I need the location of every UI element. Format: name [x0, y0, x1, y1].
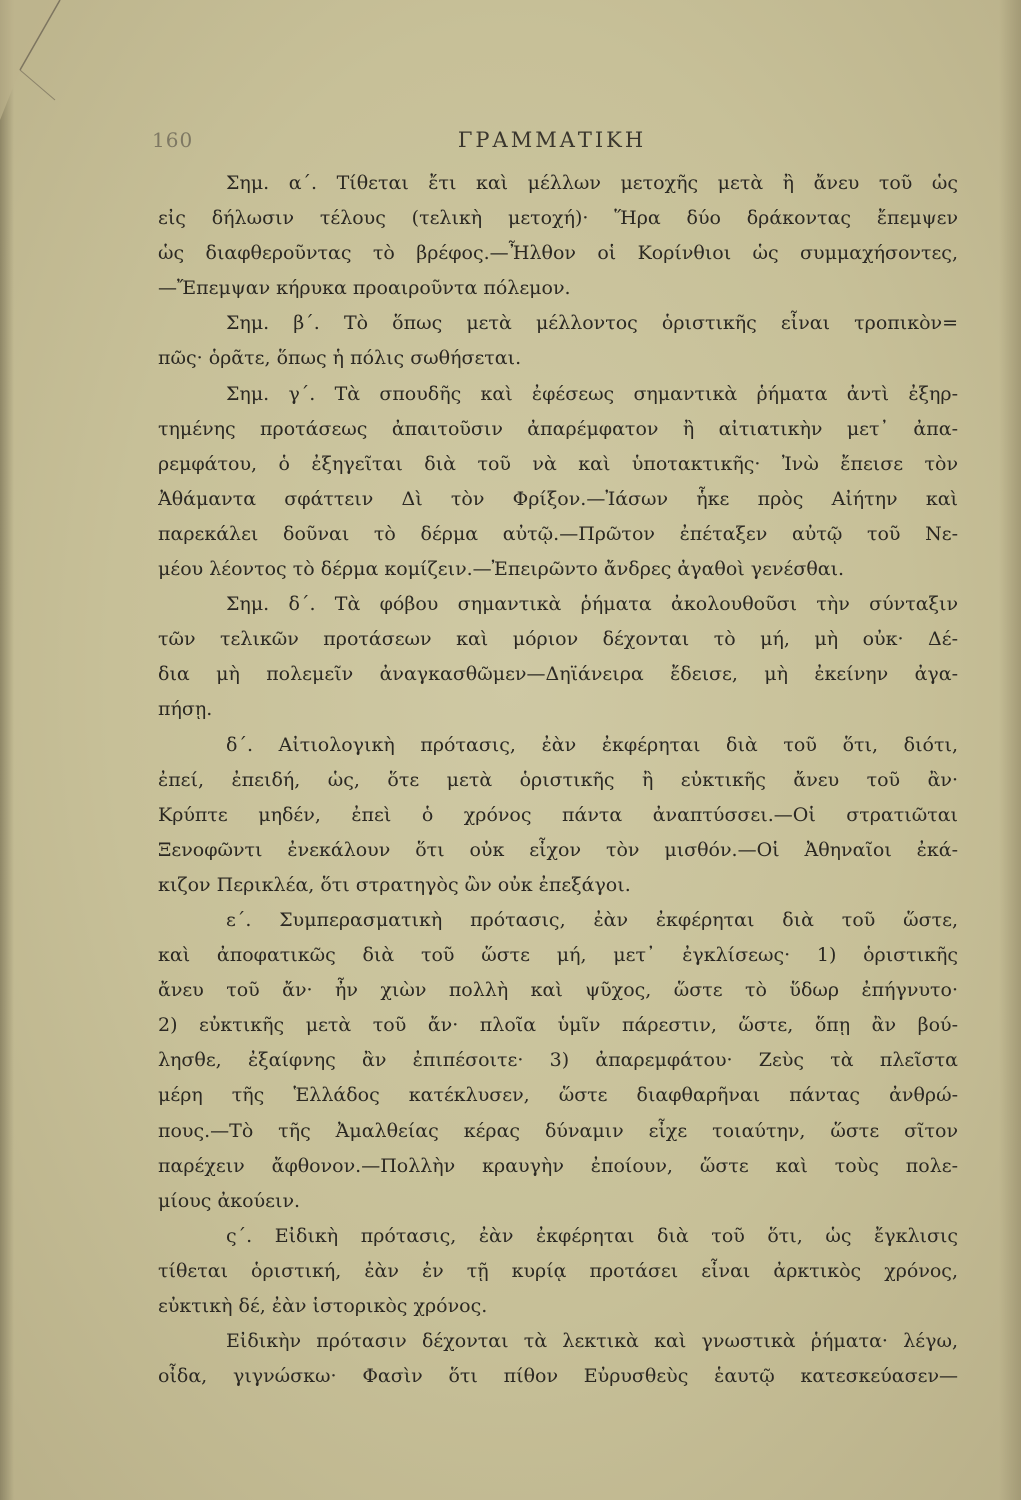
text-line: λησθε, ἐξαίφνης ἂν ἐπιπέσοιτε· 3) ἀπαρεμφάτου· Ζεὺς τὰ πλεῖστα	[158, 1049, 958, 1072]
text-line: τῶν τελικῶν προτάσεων καὶ μόριον δέχονται τὸ μή, μὴ οὐκ· Δέ-	[158, 628, 958, 651]
body-text	[158, 166, 958, 1394]
text-line: εἰς δήλωσιν τέλους (τελικὴ μετοχή)· Ἥρα δύο δράκοντας ἔπεμψεν	[158, 207, 958, 230]
page-left-edge	[0, 0, 14, 1500]
page-right-edge	[999, 0, 1021, 1500]
text-line: κιζον Περικλέα, ὅτι στρατηγὸς ὢν οὐκ ἐπεξάγοι.	[158, 873, 631, 896]
text-line: Εἰδικὴν πρότασιν δέχονται τὰ λεκτικὰ καὶ γνωστικὰ ῥήματα· λέγω,	[226, 1330, 958, 1353]
text-line: μέρη τῆς Ἑλλάδος κατέκλυσεν, ὥστε διαφθαρῆναι πάντας ἀνθρώ-	[158, 1084, 958, 1107]
text-line: ἐπεί, ἐπειδή, ὡς, ὅτε μετὰ ὁριστικῆς ἢ εὐκτικῆς ἄνευ τοῦ ἂν·	[158, 768, 958, 791]
text-line: ς΄. Εἰδικὴ πρότασις, ἐὰν ἐκφέρηται διὰ τοῦ ὅτι, ὡς ἔγκλισις	[226, 1224, 958, 1247]
text-line: δ΄. Αἰτιολογικὴ πρότασις, ἐὰν ἐκφέρηται διὰ τοῦ ὅτι, διότι,	[226, 733, 958, 756]
text-line: —Ἔπεμψαν κήρυκα προαιροῦντα πόλεμον.	[158, 277, 571, 300]
text-line: εὐκτικὴ δέ, ἐὰν ἱστορικὸς χρόνος.	[158, 1295, 488, 1317]
text-line: πήσῃ.	[158, 698, 213, 721]
text-line: παρέχειν ἄφθονον.—Πολλὴν κραυγὴν ἐποίουν, ὥστε καὶ τοὺς πολε-	[158, 1154, 958, 1177]
torn-corner-decoration	[0, 0, 120, 120]
text-line: τημένης προτάσεως ἀπαιτοῦσιν ἀπαρέμφατον ἢ αἰτιατικὴν μετ᾽ ἀπα-	[158, 417, 958, 440]
text-line: καὶ ἀποφατικῶς διὰ τοῦ ὥστε μή, μετ᾽ ἐγκλίσεως· 1) ὁριστικῆς	[158, 944, 958, 967]
text-line: πους.—Τὸ τῆς Ἀμαλθείας κέρας δύναμιν εἶχε τοιαύτην, ὥστε σῖτον	[158, 1119, 958, 1142]
text-line: μέου λέοντος τὸ δέρμα κομίζειν.—Ἐπειρῶντο ἄνδρες ἀγαθοὶ γενέσθαι.	[158, 558, 845, 581]
text-line: ἄνευ τοῦ ἄν· ἦν χιὼν πολλὴ καὶ ψῦχος, ὥστε τὸ ὕδωρ ἐπήγνυτο·	[158, 979, 958, 1002]
text-line: Ἀθάμαντα σφάττειν Δὶ τὸν Φρίξον.—Ἰάσων ἧκε πρὸς Αἰήτην καὶ	[158, 487, 958, 510]
text-line: τίθεται ὁριστική, ἐὰν ἐν τῇ κυρίᾳ προτάσει εἶναι ἀρκτικὸς χρόνος,	[158, 1259, 958, 1282]
text-line: μίους ἀκούειν.	[158, 1189, 301, 1212]
text-line: Σημ. β΄. Τὸ ὅπως μετὰ μέλλοντος ὁριστικῆς εἶναι τροπικὸν=	[226, 312, 958, 335]
text-line: Σημ. α΄. Τίθεται ἔτι καὶ μέλλων μετοχῆς μετὰ ἢ ἄνευ τοῦ ὡς	[226, 172, 958, 194]
text-line: Κρύπτε μηδέν, ἐπεὶ ὁ χρόνος πάντα ἀναπτύσσει.—Οἱ στρατιῶται	[158, 803, 958, 826]
text-line: παρεκάλει δοῦναι τὸ δέρμα αὐτῷ.—Πρῶτον ἐπέταξεν αὐτῷ τοῦ Νε-	[158, 522, 958, 545]
text-line: Σημ. γ΄. Τὰ σπουδῆς καὶ ἐφέσεως σημαντικὰ ῥήματα ἀντὶ ἐξηρ-	[226, 382, 958, 405]
text-line: ε΄. Συμπερασματικὴ πρότασις, ἐὰν ἐκφέρηται διὰ τοῦ ὥστε,	[226, 908, 958, 931]
text-line: οἶδα, γιγνώσκω· Φασὶν ὅτι πίθον Εὐρυσθεὺς ἑαυτῷ κατεσκεύασεν—	[158, 1365, 958, 1388]
text-line: ὡς διαφθεροῦντας τὸ βρέφος.—Ἦλθον οἱ Κορίνθιοι ὡς συμμαχήσοντες,	[158, 242, 958, 265]
text-line: ρεμφάτου, ὁ ἐξηγεῖται διὰ τοῦ νὰ καὶ ὑποτακτικῆς· Ἰνὼ ἔπεισε τὸν	[158, 452, 958, 475]
page-header	[152, 128, 952, 162]
text-line: 2) εὐκτικῆς μετὰ τοῦ ἄν· πλοῖα ὑμῖν πάρεστιν, ὥστε, ὅπῃ ἂν βού-	[158, 1014, 958, 1037]
text-line: πῶς· ὁρᾶτε, ὅπως ἡ πόλις σωθήσεται.	[158, 347, 522, 370]
page-number: 160	[152, 128, 194, 152]
running-head: ΓΡΑΜΜΑΤΙΚΗ	[457, 128, 647, 152]
text-line: Σημ. δ΄. Τὰ φόβου σημαντικὰ ῥήματα ἀκολουθοῦσι τὴν σύνταξιν	[226, 593, 958, 616]
text-line: δια μὴ πολεμεῖν ἀναγκασθῶμεν—Δηϊάνειρα ἔδεισε, μὴ ἐκείνην ἀγα-	[158, 663, 958, 686]
text-line: Ξενοφῶντι ἐνεκάλουν ὅτι οὐκ εἶχον τὸν μισθόν.—Οἱ Ἀθηναῖοι ἐκά-	[158, 838, 958, 861]
